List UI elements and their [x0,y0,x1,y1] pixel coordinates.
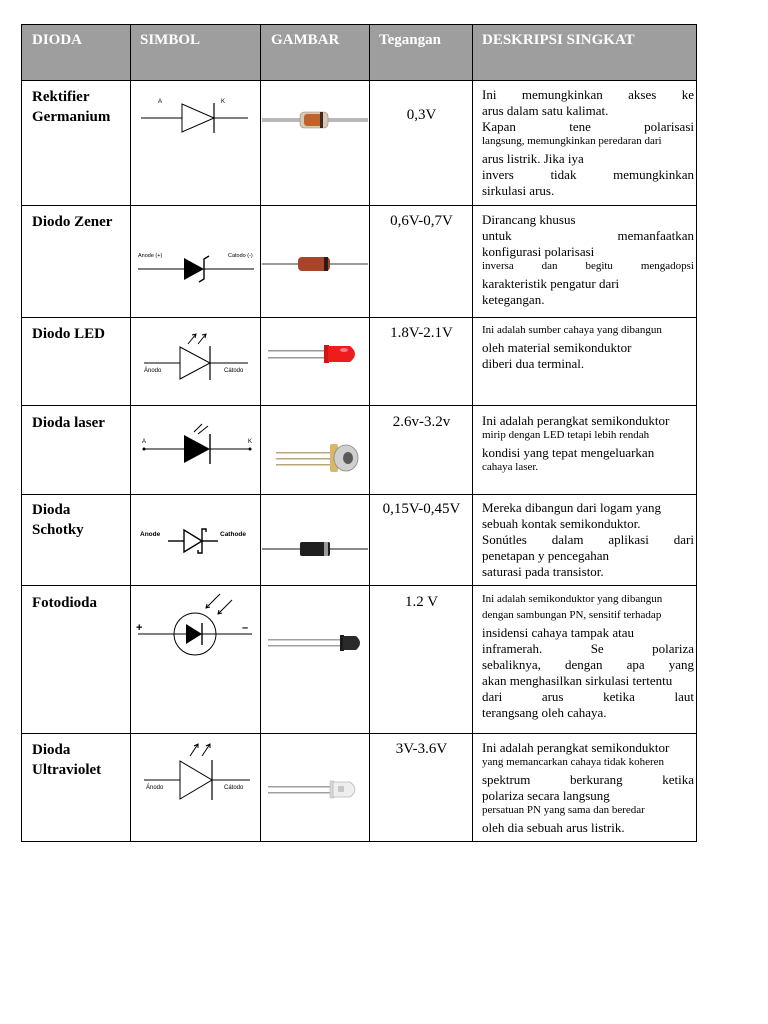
header-tegangan: Tegangan [379,32,441,48]
description-line: arus listrik. Jika iya [482,151,584,166]
header-gambar: GAMBAR [271,32,340,48]
row-divider [21,494,697,495]
diode-name-line: Ultraviolet [32,762,102,778]
row-divider [21,317,697,318]
description-line: diberi dua terminal. [482,356,585,371]
voltage-value: 1.8V-2.1V [390,325,453,341]
column-divider [369,24,370,842]
description-line: dengan sambungan PN, sensitif terhadap [482,609,662,621]
row-divider [21,733,697,734]
anode-label: Anode [140,531,161,538]
diode-name [32,593,97,613]
column-divider [260,24,261,842]
description-line: terangsang oleh cahaya. [482,705,607,720]
header-simbol: SIMBOL [140,32,201,48]
description-line: sebuah kontak semikonduktor. [482,516,641,531]
description-line: inversa dan begitu mengadopsi [482,260,694,272]
description-line: Ini adalah perangkat semikonduktor [482,413,670,428]
description-line: insidensi cahaya tampak atau [482,625,634,640]
table-border-bottom [21,841,697,842]
description-line: oleh material semikonduktor [482,340,632,355]
diode-name-line: Diodo Zener [32,214,113,230]
description-line: ketegangan. [482,292,545,307]
column-divider [130,24,131,842]
description-line: inframerah. Se polariza [482,641,694,656]
table-border-top [21,24,697,25]
description-line: langsung, memungkinkan peredaran dari [482,135,662,147]
diode-name-line: Dioda [32,502,71,518]
header-deskripsi: DESKRIPSI SINGKAT [482,32,635,48]
description-line: Dirancang khusus [482,212,576,227]
description-line: Ini adalah sumber cahaya yang dibangun [482,324,662,336]
voltage-value: 0,3V [406,107,437,123]
description-line: persatuan PN yang sama dan beredar [482,804,645,816]
cathode-label: Cátodo [224,785,244,791]
row-divider [21,80,697,81]
photodiode-symbol [134,590,256,656]
voltage-value: 0,6V-0,7V [390,213,453,229]
zener-diode-photo [262,254,368,274]
cathode-label: Cátodo [224,368,244,374]
led-symbol [138,330,252,386]
diode-name-line: Fotodioda [32,595,98,611]
description-line: dari arus ketika laut [482,689,694,704]
cathode-label: K [248,439,253,445]
diode-name [32,413,105,433]
description-line: akan menghasilkan sirkulasi tertentu [482,673,673,688]
diode-name-line: Rektifier [32,89,90,105]
description-line: karakteristik pengatur dari [482,276,620,291]
description-line: yang memancarkan cahaya tidak koheren [482,756,665,768]
diode-name [32,324,105,344]
description-line: kondisi yang tepat mengeluarkan [482,445,655,460]
schottky-diode-photo [262,540,368,558]
description-line: Sonútles dalam aplikasi dari [482,532,694,547]
diode-description [482,593,694,721]
description-line: oleh dia sebuah arus listrik. [482,820,625,835]
photodiode-photo [268,632,366,654]
voltage-value: 0,15V-0,45V [382,501,461,517]
diode-name [32,212,112,232]
rectifier-diode-symbol [138,94,252,140]
row-divider [21,405,697,406]
description-line: invers tidak memungkinkan [482,167,694,182]
anode-label: A [142,439,147,445]
diode-name [32,87,110,127]
schottky-diode-symbol [138,524,256,558]
description-line: untuk memanfaatkan [482,228,694,243]
diode-name-line: Dioda laser [32,415,105,431]
diode-description [482,212,694,308]
diode-name-line: Schotky [32,522,84,538]
diode-name-line: Dioda [32,742,71,758]
diode-name-line: Diodo LED [32,326,105,342]
led-photo [268,340,364,368]
anode-label: A [158,99,163,105]
description-line: Ini adalah semikonduktor yang dibangun [482,593,663,605]
column-divider [21,24,22,842]
description-line: sirkulasi arus. [482,183,555,198]
description-line: Kapan tene polarisasi [482,119,694,134]
description-line: polariza secara langsung [482,788,610,803]
germanium-diode-photo [262,106,368,136]
description-line: cahaya laser. [482,461,539,473]
diode-name-line: Germanium [32,109,111,125]
cathode-label: K [221,99,226,105]
anode-label: Anode (+) [138,253,163,259]
laser-diode-photo [276,440,360,476]
description-line: mirip dengan LED tetapi lebih rendah [482,429,650,441]
description-line: saturasi pada transistor. [482,564,604,579]
row-divider [21,585,697,586]
diode-name [32,500,84,540]
voltage-value: 1.2 V [404,594,439,610]
voltage-value: 2.6v-3.2v [392,414,451,430]
laser-diode-symbol [138,420,254,468]
anode-label: + [136,622,143,634]
diode-name [32,740,101,780]
anode-label: Ánodo [144,368,162,374]
description-line: sebaliknya, dengan apa yang [482,657,694,672]
column-divider [472,24,473,842]
diode-description [482,500,694,580]
diode-description [482,413,694,477]
diode-description [482,740,694,836]
uv-diode-photo [268,778,366,800]
diode-description [482,87,694,199]
anode-label: Ánodo [146,785,164,791]
description-line: arus dalam satu kalimat. [482,103,609,118]
zener-diode-symbol [136,248,258,288]
column-divider [696,24,697,842]
cathode-label: Cathode [220,531,246,538]
description-line: Ini memungkinkan akses ke [482,87,694,102]
diode-description [482,324,694,372]
description-line: penetapan y pencegahan [482,548,610,563]
description-line: spektrum berkurang ketika [482,772,694,787]
description-line: konfigurasi polarisasi [482,244,595,259]
cathode-label: Catodo (-) [228,253,253,259]
uv-diode-symbol [140,740,254,802]
description-line: Ini adalah perangkat semikonduktor [482,740,670,755]
row-divider [21,205,697,206]
voltage-value: 3V-3.6V [395,741,448,757]
description-line: Mereka dibangun dari logam yang [482,500,662,515]
header-dioda: DIODA [32,32,83,48]
cathode-label: – [242,622,249,634]
